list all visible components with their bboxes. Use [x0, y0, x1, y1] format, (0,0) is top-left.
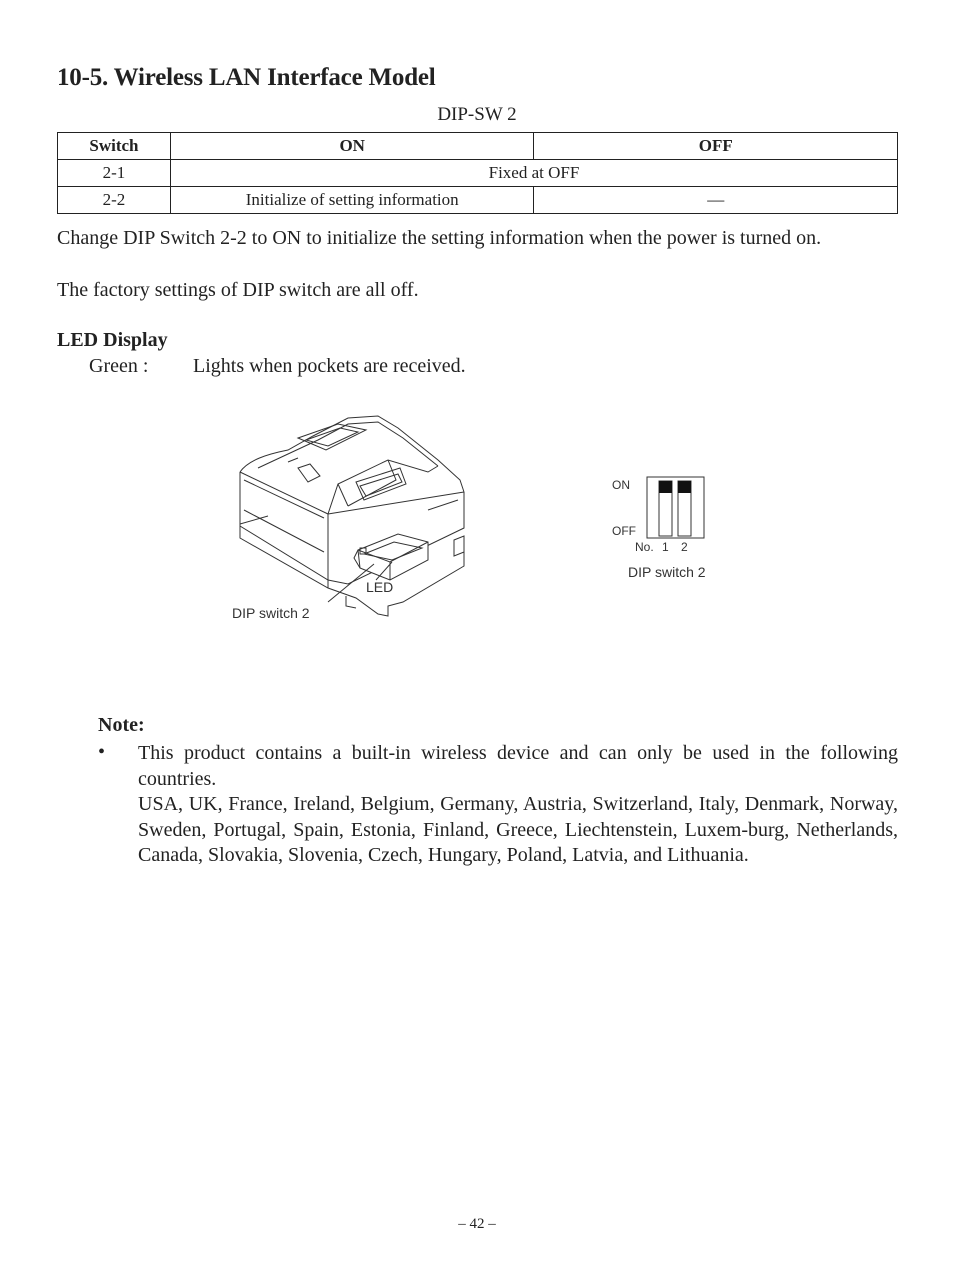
paragraph-factory: The factory settings of DIP switch are all off.	[57, 279, 419, 301]
header-switch: Switch	[58, 133, 171, 160]
on-label: ON	[612, 478, 630, 492]
dip-switch-table	[57, 132, 898, 214]
printer-illustration	[228, 410, 478, 620]
switch-lever-2	[678, 481, 691, 493]
header-on: ON	[170, 133, 534, 160]
dip-diagram-caption: DIP switch 2	[628, 564, 706, 580]
cell-switch: 2-1	[58, 160, 171, 187]
dip-switch-housing	[647, 477, 704, 538]
led-color-label: Green :	[89, 355, 149, 377]
printer-dip-label: DIP switch 2	[232, 605, 310, 620]
table-caption: DIP-SW 2	[437, 104, 517, 125]
note-bullet: •	[98, 741, 106, 763]
note-title: Note:	[98, 714, 145, 736]
table-row	[58, 160, 898, 187]
switch-number-1: 1	[662, 540, 669, 554]
led-label: LED	[366, 579, 394, 595]
cell-merged: Fixed at OFF	[170, 160, 897, 187]
no-label: No.	[635, 540, 654, 554]
cell-on: Initialize of setting information	[170, 187, 534, 214]
page-number: – 42 –	[458, 1216, 496, 1232]
dip-switch-diagram	[608, 470, 728, 585]
table-header-row	[58, 133, 898, 160]
table-row	[58, 187, 898, 214]
section-heading: 10-5. Wireless LAN Interface Model	[57, 64, 436, 91]
cell-off: —	[534, 187, 898, 214]
led-heading: LED Display	[57, 329, 168, 351]
header-off: OFF	[534, 133, 898, 160]
note-body	[138, 741, 898, 869]
cell-switch: 2-2	[58, 187, 171, 214]
paragraph-initialize: Change DIP Switch 2-2 to ON to initialize the setting information when the power is turned on.	[57, 227, 822, 249]
switch-number-2: 2	[681, 540, 688, 554]
note-text-1: This product contains a built-in wireless device and can only be used in the following countries.	[138, 742, 898, 790]
off-label: OFF	[612, 524, 636, 538]
led-description: Lights when pockets are received.	[193, 355, 466, 377]
switch-lever-1	[659, 481, 672, 493]
note-text-2: USA, UK, France, Ireland, Belgium, Germany, Austria, Switzerland, Italy, Denmark, Norway, Sweden, Portugal, Spain, Estonia, Finland, Greece, Liechtenstein, Luxem-burg, Netherlands, Canada, Slovakia, Slovenia, Czech, Hungary, Poland, Latvia, and Lithuania.	[138, 793, 898, 866]
